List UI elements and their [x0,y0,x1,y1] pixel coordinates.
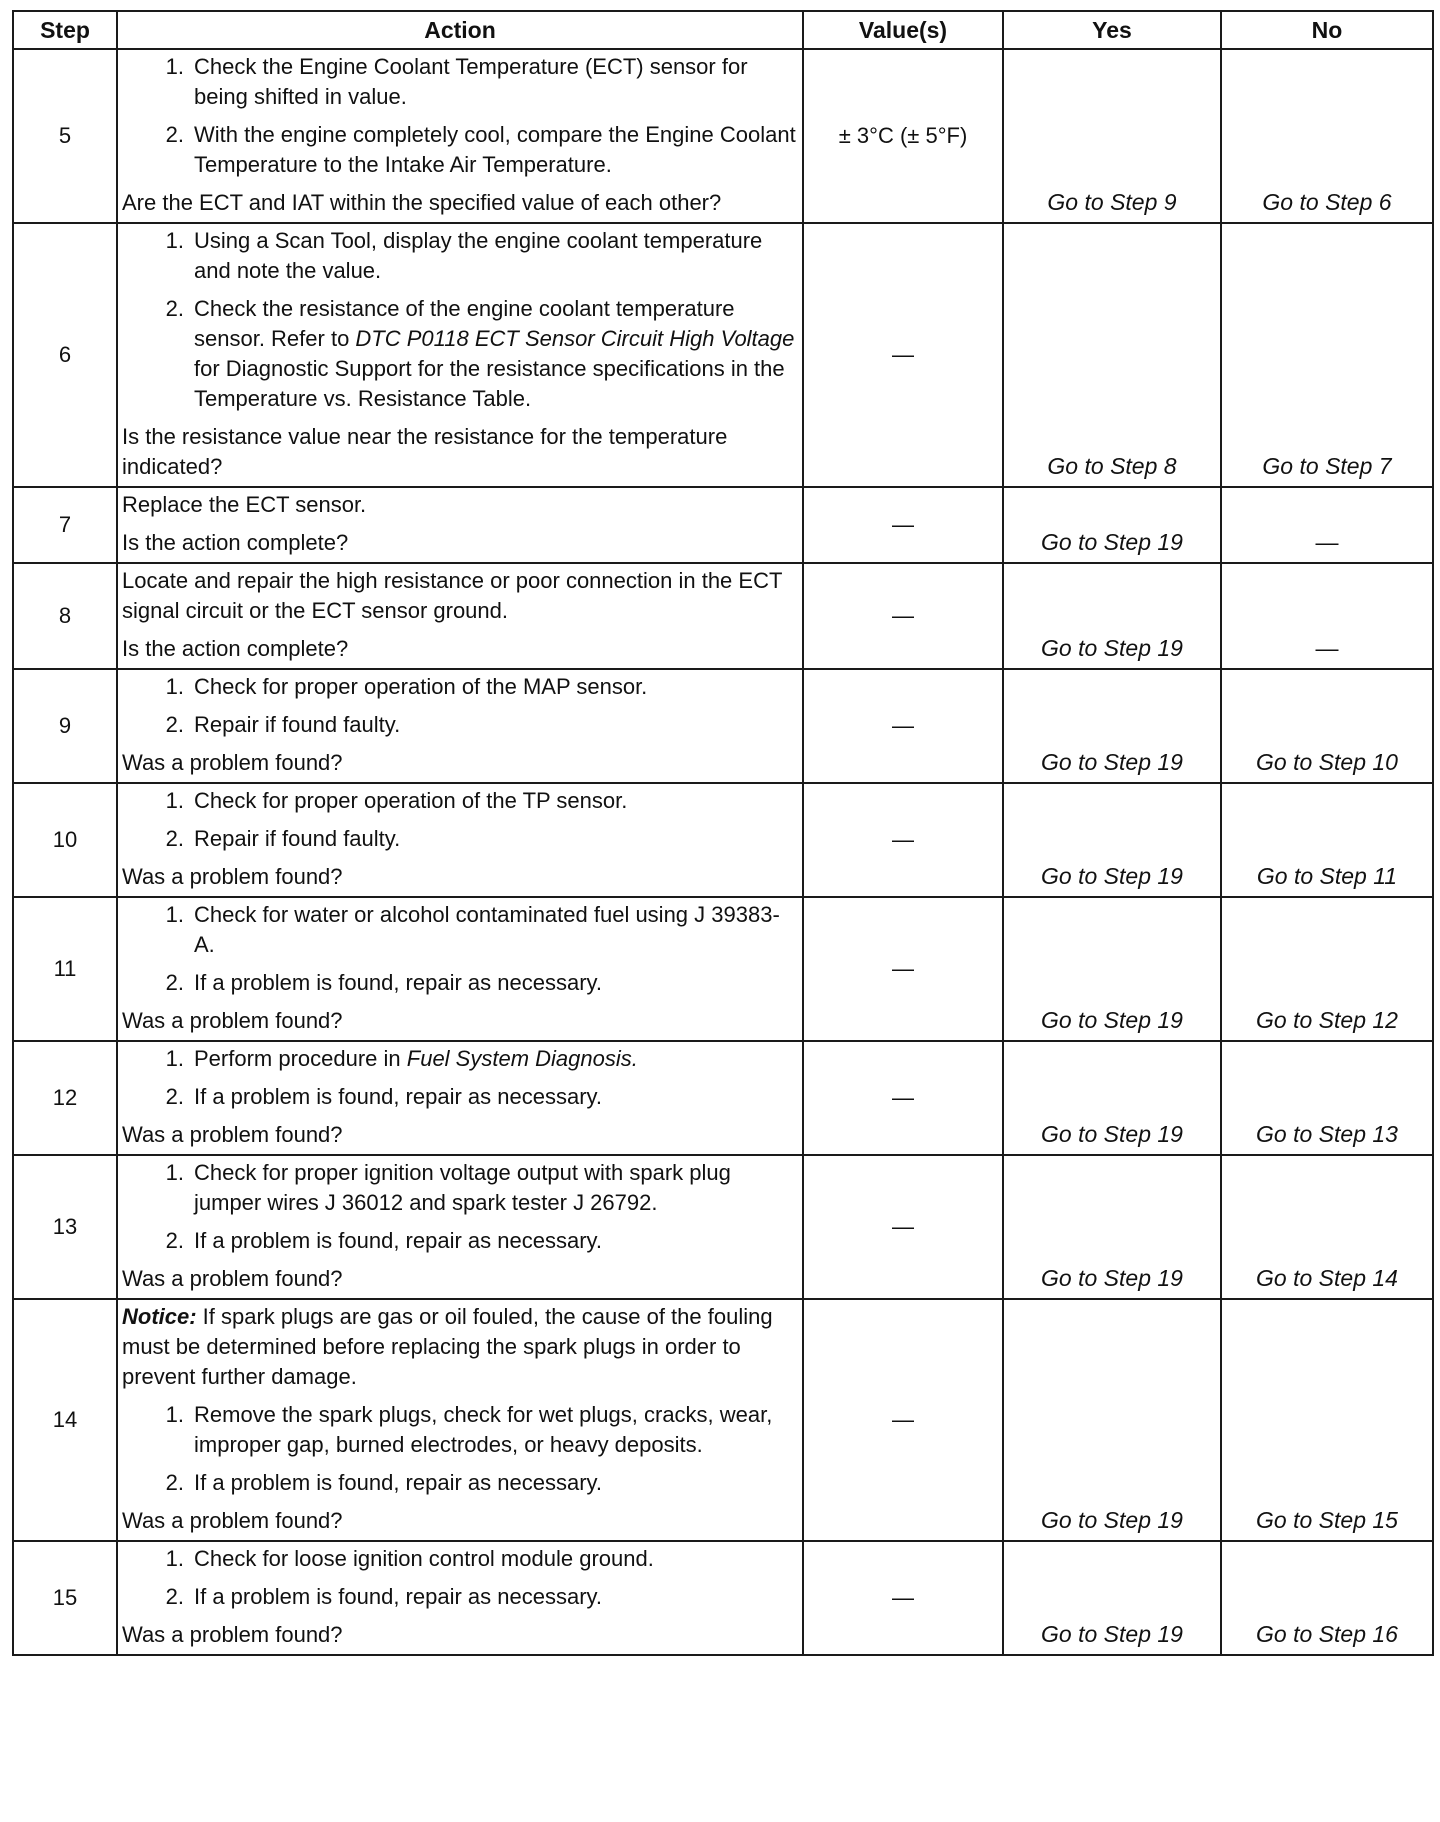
table-row [13,563,1433,669]
item-text-part: Perform procedure in [194,1046,407,1071]
value-cell: — [803,487,1003,563]
numbered-item [122,710,796,740]
item-text: Check for proper ignition voltage output with spark plug jumper wires J 36012 and spark tester J 26792. [194,1160,731,1215]
diagnostic-table-sheet [12,10,1432,1656]
item-text [194,1044,796,1074]
item-number: 2. [165,1470,184,1495]
item-text: Repair if found faulty. [194,712,401,737]
table-row [13,223,1433,487]
action-cell [117,1155,803,1299]
yes-result: Go to Step 9 [1003,49,1221,223]
item-number: 1. [165,1402,184,1427]
item-number: 1. [165,902,184,927]
numbered-item [122,1226,796,1256]
value-cell: — [803,897,1003,1041]
table-row [13,783,1433,897]
value-cell: — [803,669,1003,783]
question-text: Was a problem found? [122,750,343,775]
item-text: If a problem is found, repair as necessary. [194,1584,603,1609]
header-no: No [1221,11,1433,49]
table-row [13,1299,1433,1541]
item-number: 1. [165,1160,184,1185]
table-row [13,1041,1433,1155]
item-text: If a problem is found, repair as necessary. [194,1470,603,1495]
value-cell: — [803,1299,1003,1541]
numbered-item [122,786,796,816]
item-text: Check for proper operation of the TP sensor. [194,788,628,813]
item-text: Check the Engine Coolant Temperature (ECT) sensor for being shifted in value. [194,54,748,109]
item-text: Repair if found faulty. [194,826,401,851]
action-text: Replace the ECT sensor. [122,492,367,517]
yes-result: Go to Step 19 [1003,1541,1221,1655]
table-row [13,49,1433,223]
yes-result: Go to Step 19 [1003,563,1221,669]
numbered-item [122,1158,796,1218]
numbered-item [122,968,796,998]
question-text: Was a problem found? [122,864,343,889]
table-row [13,669,1433,783]
notice-label: Notice: [122,1304,197,1329]
item-text: Remove the spark plugs, check for wet plugs, cracks, wear, improper gap, burned electrodes, or heavy deposits. [194,1402,773,1457]
no-result: Go to Step 16 [1221,1541,1433,1655]
table-row [13,1541,1433,1655]
item-text [194,294,796,414]
yes-result: Go to Step 19 [1003,1041,1221,1155]
item-number: 1. [165,1046,184,1071]
item-number: 2. [165,1084,184,1109]
value-cell: — [803,563,1003,669]
header-step: Step [13,11,117,49]
step-number: 12 [13,1041,117,1155]
no-result: Go to Step 14 [1221,1155,1433,1299]
numbered-item [122,672,796,702]
step-number: 9 [13,669,117,783]
numbered-item [122,1582,796,1612]
action-text: Locate and repair the high resistance or poor connection in the ECT signal circuit or the ECT sensor ground. [122,568,782,623]
table-row [13,1155,1433,1299]
yes-result: Go to Step 19 [1003,1155,1221,1299]
no-result: — [1221,563,1433,669]
value-cell: ± 3°C (± 5°F) [803,49,1003,223]
yes-result: Go to Step 19 [1003,897,1221,1041]
numbered-item [122,294,796,414]
item-number: 1. [165,228,184,253]
header-yes: Yes [1003,11,1221,49]
notice-paragraph [122,1302,796,1392]
numbered-item [122,1044,796,1074]
numbered-item [122,824,796,854]
no-result: Go to Step 12 [1221,897,1433,1041]
question-text: Was a problem found? [122,1508,343,1533]
item-text: Check for water or alcohol contaminated fuel using J 39383-A. [194,902,780,957]
no-result: Go to Step 10 [1221,669,1433,783]
item-number: 2. [165,1584,184,1609]
item-number: 2. [165,826,184,851]
item-text-part: for Diagnostic Support for the resistance specifications in the Temperature vs. Resistance Table. [194,356,785,411]
table-body [13,49,1433,1655]
numbered-item [122,1082,796,1112]
no-result: Go to Step 13 [1221,1041,1433,1155]
question-text: Is the action complete? [122,530,349,555]
numbered-item [122,1400,796,1460]
question-text: Was a problem found? [122,1622,343,1647]
question-text: Was a problem found? [122,1122,343,1147]
numbered-item [122,226,796,286]
step-number: 13 [13,1155,117,1299]
action-cell [117,487,803,563]
item-number: 1. [165,674,184,699]
no-result: — [1221,487,1433,563]
yes-result: Go to Step 19 [1003,1299,1221,1541]
question-text: Is the action complete? [122,636,349,661]
step-number: 14 [13,1299,117,1541]
numbered-item [122,900,796,960]
action-cell [117,49,803,223]
no-result: Go to Step 11 [1221,783,1433,897]
value-cell: — [803,1041,1003,1155]
header-row [13,11,1433,49]
question-text: Are the ECT and IAT within the specified value of each other? [122,190,722,215]
no-result: Go to Step 7 [1221,223,1433,487]
numbered-item [122,1468,796,1498]
step-number: 6 [13,223,117,487]
header-values: Value(s) [803,11,1003,49]
action-cell [117,1541,803,1655]
value-cell: — [803,783,1003,897]
no-result: Go to Step 15 [1221,1299,1433,1541]
action-cell [117,783,803,897]
table-row [13,897,1433,1041]
item-number: 2. [165,1228,184,1253]
no-result: Go to Step 6 [1221,49,1433,223]
header-action: Action [117,11,803,49]
yes-result: Go to Step 19 [1003,783,1221,897]
item-number: 2. [165,970,184,995]
value-cell: — [803,223,1003,487]
item-number: 2. [165,296,184,321]
item-number: 2. [165,122,184,147]
notice-text: If spark plugs are gas or oil fouled, the cause of the fouling must be determined before replacing the spark plugs in order to prevent further damage. [122,1304,773,1389]
table-row [13,487,1433,563]
reference-text: Fuel System Diagnosis. [406,1046,638,1071]
item-text: If a problem is found, repair as necessary. [194,970,603,995]
item-text: Check for loose ignition control module ground. [194,1546,654,1571]
numbered-item [122,1544,796,1574]
yes-result: Go to Step 19 [1003,487,1221,563]
item-text: If a problem is found, repair as necessary. [194,1228,603,1253]
action-cell [117,1041,803,1155]
reference-text: DTC P0118 ECT Sensor Circuit High Voltage [355,326,795,351]
value-cell: — [803,1155,1003,1299]
item-number: 1. [165,54,184,79]
action-cell [117,897,803,1041]
numbered-item [122,120,796,180]
step-number: 15 [13,1541,117,1655]
item-text: Using a Scan Tool, display the engine coolant temperature and note the value. [194,228,763,283]
diagnostic-table [12,10,1434,1656]
action-cell [117,563,803,669]
item-text: If a problem is found, repair as necessary. [194,1084,603,1109]
item-text: Check for proper operation of the MAP sensor. [194,674,648,699]
action-cell [117,669,803,783]
action-cell [117,223,803,487]
item-text-part: Check the resistance of the engine coolant temperature sensor. Refer to [194,296,735,351]
yes-result: Go to Step 8 [1003,223,1221,487]
step-number: 10 [13,783,117,897]
value-cell: — [803,1541,1003,1655]
item-number: 1. [165,788,184,813]
step-number: 7 [13,487,117,563]
item-number: 1. [165,1546,184,1571]
question-text: Is the resistance value near the resistance for the temperature indicated? [122,424,728,479]
yes-result: Go to Step 19 [1003,669,1221,783]
step-number: 5 [13,49,117,223]
step-number: 8 [13,563,117,669]
question-text: Was a problem found? [122,1008,343,1033]
action-cell [117,1299,803,1541]
step-number: 11 [13,897,117,1041]
item-number: 2. [165,712,184,737]
question-text: Was a problem found? [122,1266,343,1291]
numbered-item [122,52,796,112]
item-text: With the engine completely cool, compare the Engine Coolant Temperature to the Intake Air Temperature. [194,122,796,177]
